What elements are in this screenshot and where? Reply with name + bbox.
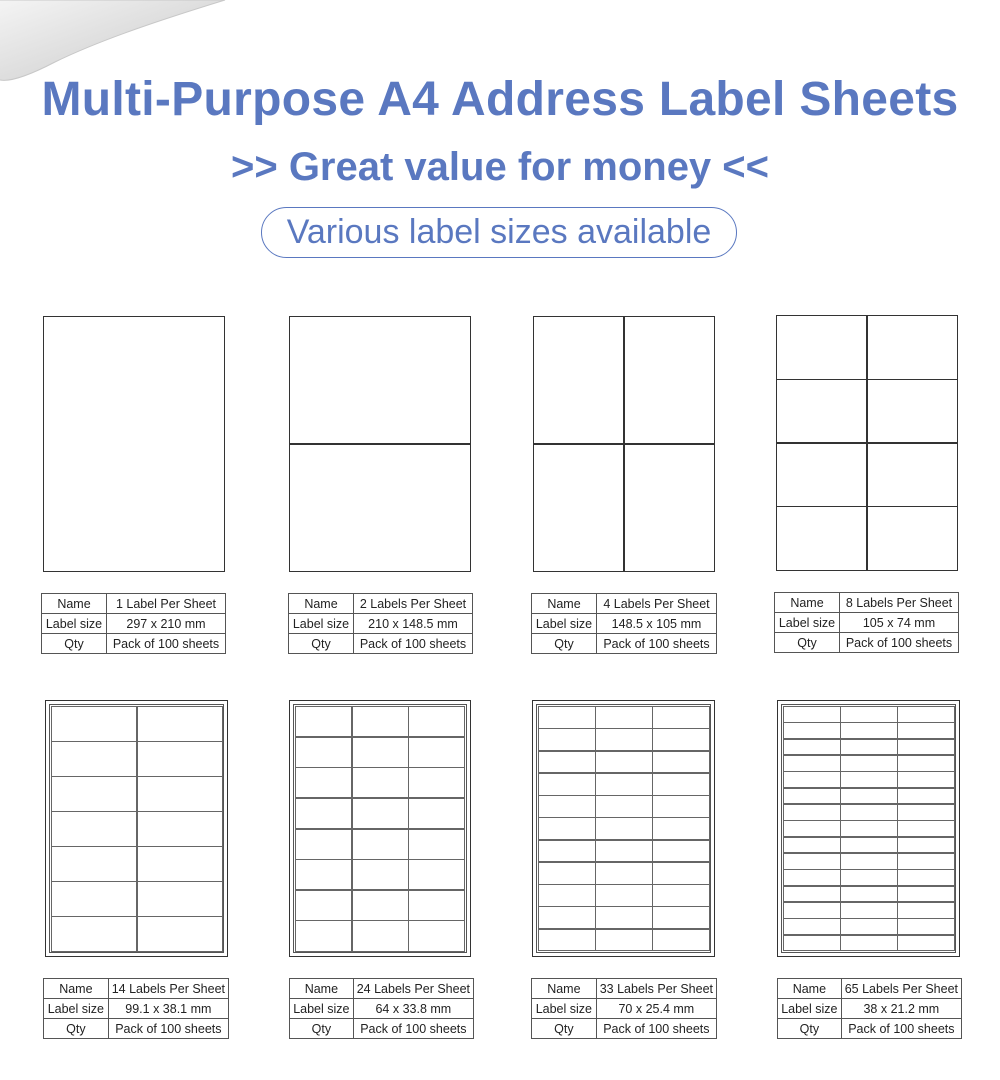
label-cell	[352, 920, 409, 951]
sheet-preview-1-label	[43, 316, 225, 572]
label-cell	[897, 771, 955, 788]
qty-key: Qty	[532, 1019, 597, 1039]
label-cell	[783, 771, 841, 788]
label-cell	[783, 918, 841, 935]
label-cell	[295, 920, 352, 951]
size-value: 297 x 210 mm	[107, 614, 226, 634]
size-key: Label size	[44, 999, 109, 1019]
sheet-preview-65-labels	[777, 700, 960, 957]
label-cell	[137, 881, 223, 917]
size-key: Label size	[532, 999, 597, 1019]
label-cell	[840, 869, 898, 886]
label-cell	[538, 795, 596, 818]
label-cell	[538, 906, 596, 929]
size-key: Label size	[42, 614, 107, 634]
label-cell	[840, 739, 898, 756]
label-cell	[408, 859, 465, 890]
size-value: 64 x 33.8 mm	[353, 999, 473, 1019]
label-cell	[51, 811, 137, 847]
sheet-preview-14-labels	[45, 700, 228, 957]
label-cell	[783, 804, 841, 821]
qty-key: Qty	[775, 633, 840, 653]
label-cell	[783, 853, 841, 870]
size-value: 148.5 x 105 mm	[597, 614, 717, 634]
label-cell	[783, 820, 841, 837]
label-cell	[783, 722, 841, 739]
size-key: Label size	[778, 999, 842, 1019]
name-value: 2 Labels Per Sheet	[354, 594, 473, 614]
name-value: 24 Labels Per Sheet	[353, 979, 473, 999]
label-cell	[595, 751, 653, 774]
label-cell	[137, 916, 223, 952]
label-cell	[595, 817, 653, 840]
label-cell	[295, 706, 352, 737]
name-key: Name	[42, 594, 107, 614]
label-cell	[295, 890, 352, 921]
label-cell	[652, 906, 710, 929]
label-cell	[783, 886, 841, 903]
qty-value: Pack of 100 sheets	[353, 1019, 473, 1039]
label-cell	[783, 739, 841, 756]
name-key: Name	[775, 593, 840, 613]
label-cell	[840, 788, 898, 805]
label-cell	[783, 935, 841, 952]
qty-key: Qty	[42, 634, 107, 654]
label-cell	[595, 906, 653, 929]
spec-table-24-labels	[289, 978, 474, 1039]
label-cell	[352, 767, 409, 798]
size-value: 99.1 x 38.1 mm	[108, 999, 228, 1019]
label-cell	[897, 886, 955, 903]
qty-key: Qty	[290, 1019, 354, 1039]
spec-table-33-labels	[531, 978, 717, 1039]
label-cell	[595, 862, 653, 885]
qty-value: Pack of 100 sheets	[840, 633, 959, 653]
label-cell	[595, 840, 653, 863]
name-value: 14 Labels Per Sheet	[108, 979, 228, 999]
label-cell	[538, 817, 596, 840]
label-cell	[538, 862, 596, 885]
label-cell	[295, 767, 352, 798]
label-cell	[897, 820, 955, 837]
label-cell	[538, 840, 596, 863]
label-cell	[783, 788, 841, 805]
name-value: 33 Labels Per Sheet	[596, 979, 716, 999]
name-key: Name	[44, 979, 109, 999]
label-divider-horizontal	[777, 379, 957, 381]
label-cell	[840, 771, 898, 788]
page-title: Multi-Purpose A4 Address Label Sheets	[41, 73, 959, 126]
label-cell	[408, 706, 465, 737]
label-cell	[783, 706, 841, 723]
label-cell	[137, 741, 223, 777]
label-cell	[295, 859, 352, 890]
label-cell	[652, 773, 710, 796]
name-value: 8 Labels Per Sheet	[840, 593, 959, 613]
label-cell	[897, 722, 955, 739]
label-cell	[652, 929, 710, 952]
spec-table-65-labels	[777, 978, 962, 1039]
label-cell	[352, 829, 409, 860]
qty-key: Qty	[778, 1019, 842, 1039]
sheet-preview-4-labels	[533, 316, 715, 572]
label-cell	[137, 706, 223, 742]
label-cell	[897, 706, 955, 723]
qty-key: Qty	[532, 634, 597, 654]
label-cell	[897, 755, 955, 772]
label-cell	[840, 706, 898, 723]
label-cell	[595, 773, 653, 796]
label-cell	[51, 846, 137, 882]
label-cell	[652, 751, 710, 774]
sheet-preview-2-labels	[289, 316, 471, 572]
label-cell	[897, 804, 955, 821]
label-cell	[51, 741, 137, 777]
label-cell	[408, 890, 465, 921]
label-cell	[352, 737, 409, 768]
label-cell	[783, 755, 841, 772]
label-cell	[595, 884, 653, 907]
size-value: 38 x 21.2 mm	[841, 999, 961, 1019]
label-cell	[652, 728, 710, 751]
label-cell	[51, 706, 137, 742]
size-key: Label size	[532, 614, 597, 634]
qty-value: Pack of 100 sheets	[107, 634, 226, 654]
label-cell	[840, 722, 898, 739]
size-value: 210 x 148.5 mm	[354, 614, 473, 634]
label-cell	[840, 902, 898, 919]
label-cell	[51, 776, 137, 812]
name-key: Name	[532, 594, 597, 614]
label-cell	[295, 829, 352, 860]
label-cell	[538, 773, 596, 796]
label-cell	[538, 751, 596, 774]
label-cell	[652, 817, 710, 840]
label-cell	[51, 881, 137, 917]
label-cell	[840, 820, 898, 837]
label-cell	[897, 935, 955, 952]
label-cell	[538, 929, 596, 952]
label-cell	[840, 886, 898, 903]
label-cell	[840, 853, 898, 870]
sheet-preview-33-labels	[532, 700, 715, 957]
name-value: 1 Label Per Sheet	[107, 594, 226, 614]
label-cell	[538, 706, 596, 729]
label-cell	[652, 884, 710, 907]
label-cell	[783, 902, 841, 919]
label-cell	[840, 755, 898, 772]
label-cell	[783, 837, 841, 854]
label-cell	[295, 798, 352, 829]
label-cell	[897, 788, 955, 805]
spec-table-14-labels	[43, 978, 229, 1039]
size-key: Label size	[775, 613, 840, 633]
qty-key: Qty	[289, 634, 354, 654]
qty-value: Pack of 100 sheets	[354, 634, 473, 654]
label-cell	[897, 739, 955, 756]
label-cell	[595, 795, 653, 818]
spec-table-4-labels	[531, 593, 717, 654]
size-key: Label size	[290, 999, 354, 1019]
label-cell	[595, 706, 653, 729]
spec-table-8-labels	[774, 592, 959, 653]
label-cell	[897, 902, 955, 919]
qty-value: Pack of 100 sheets	[108, 1019, 228, 1039]
label-divider-horizontal	[290, 443, 470, 445]
sheet-preview-8-labels	[776, 315, 958, 571]
label-cell	[652, 840, 710, 863]
label-cell	[783, 869, 841, 886]
sizes-badge: Various label sizes available	[261, 207, 737, 258]
label-cell	[840, 935, 898, 952]
label-cell	[352, 798, 409, 829]
qty-value: Pack of 100 sheets	[596, 1019, 716, 1039]
spec-table-2-labels	[288, 593, 473, 654]
label-cell	[408, 767, 465, 798]
label-cell	[408, 829, 465, 860]
qty-key: Qty	[44, 1019, 109, 1039]
name-key: Name	[290, 979, 354, 999]
name-value: 4 Labels Per Sheet	[597, 594, 717, 614]
label-cell	[595, 929, 653, 952]
label-cell	[137, 776, 223, 812]
label-cell	[51, 916, 137, 952]
label-cell	[652, 795, 710, 818]
label-cell	[595, 728, 653, 751]
label-cell	[352, 890, 409, 921]
name-key: Name	[532, 979, 597, 999]
label-cell	[897, 837, 955, 854]
spec-table-1-label	[41, 593, 226, 654]
label-divider-horizontal	[534, 443, 714, 445]
label-cell	[538, 884, 596, 907]
name-key: Name	[289, 594, 354, 614]
label-cell	[897, 869, 955, 886]
page-subtitle: >> Great value for money <<	[230, 145, 770, 189]
label-cell	[352, 706, 409, 737]
qty-value: Pack of 100 sheets	[597, 634, 717, 654]
label-cell	[652, 706, 710, 729]
name-value: 65 Labels Per Sheet	[841, 979, 961, 999]
label-cell	[295, 737, 352, 768]
size-value: 70 x 25.4 mm	[596, 999, 716, 1019]
label-divider-horizontal	[777, 442, 957, 444]
name-key: Name	[778, 979, 842, 999]
label-cell	[408, 798, 465, 829]
label-cell	[840, 837, 898, 854]
label-cell	[408, 920, 465, 951]
label-divider-horizontal	[777, 506, 957, 508]
label-cell	[652, 862, 710, 885]
label-cell	[137, 846, 223, 882]
qty-value: Pack of 100 sheets	[841, 1019, 961, 1039]
label-cell	[137, 811, 223, 847]
sheet-preview-24-labels	[289, 700, 471, 957]
size-value: 105 x 74 mm	[840, 613, 959, 633]
label-cell	[897, 918, 955, 935]
label-cell	[408, 737, 465, 768]
label-cell	[538, 728, 596, 751]
label-cell	[840, 804, 898, 821]
label-cell	[897, 853, 955, 870]
label-cell	[352, 859, 409, 890]
label-cell	[840, 918, 898, 935]
size-key: Label size	[289, 614, 354, 634]
